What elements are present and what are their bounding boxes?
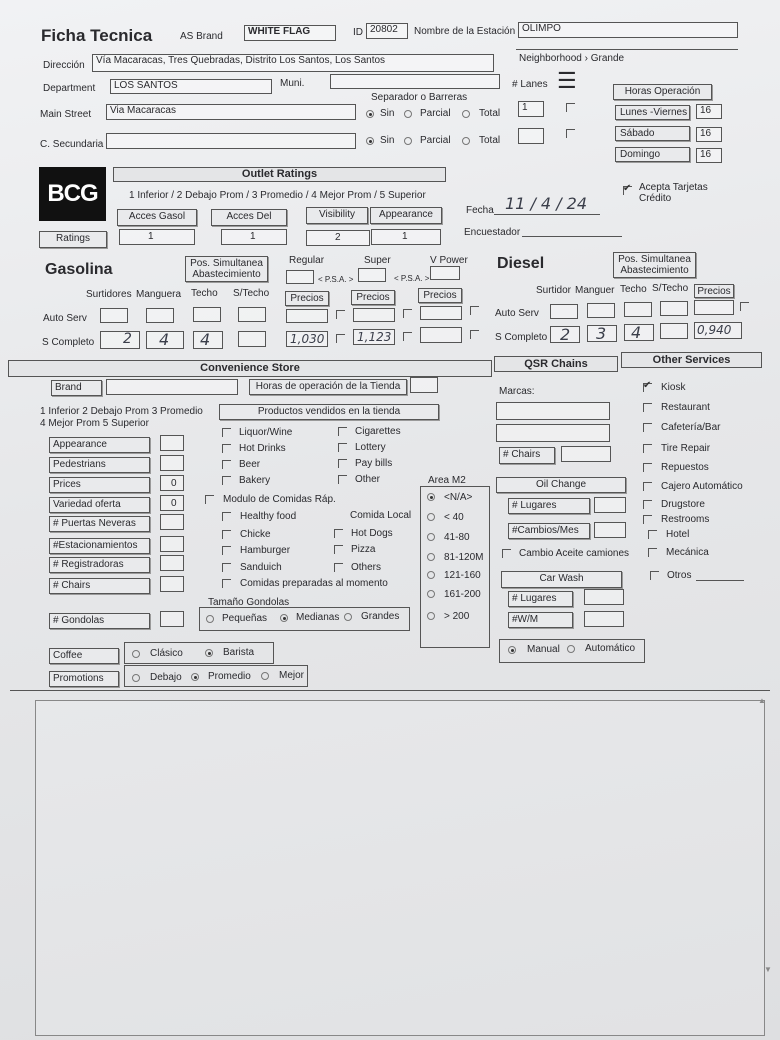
gondola-size-label: Tamaño Gondolas	[208, 597, 290, 608]
gas-col-techo: Techo	[191, 288, 218, 299]
coffee-barista-label: Barista	[223, 647, 255, 658]
diesel-full-manguer[interactable]	[587, 325, 617, 342]
gas-auto-manguera[interactable]	[146, 308, 174, 323]
encuestador-label: Encuestador	[464, 227, 521, 238]
attr-pedestrians-field[interactable]	[160, 455, 184, 471]
attr-estacionamientos-label[interactable]: #Estacionamientos	[49, 538, 150, 554]
attr-puertas-neveras-field[interactable]	[160, 514, 184, 530]
gas-full-super-price-value: 1,123	[357, 330, 392, 344]
gondola-large-label: Grandes	[361, 611, 400, 622]
service-restaurant-checkbox[interactable]	[643, 403, 652, 412]
area-option-label: < 40	[444, 512, 464, 523]
convenience-brand-field[interactable]	[106, 379, 238, 395]
diesel-col-manguer: Manguer	[575, 285, 615, 296]
product-hot-drinks-label: Hot Drinks	[239, 443, 286, 454]
super-label: Super	[364, 255, 391, 266]
brand-button[interactable]: Brand	[51, 380, 102, 396]
gasolina-simultaneous-button[interactable]: Pos. Simultanea Abastecimiento	[185, 256, 268, 282]
access-gasoline-button[interactable]: Acces Gasol	[117, 209, 197, 226]
separator2-total-radio[interactable]	[462, 137, 470, 145]
rating-visibility-value: 2	[335, 232, 341, 243]
area-option-label: <N/A>	[444, 492, 473, 503]
car-wash-auto-radio[interactable]	[567, 645, 575, 653]
rating-visibility-field[interactable]	[306, 230, 370, 246]
gondolas-button[interactable]: # Gondolas	[49, 613, 150, 629]
secondary-street-field[interactable]	[106, 133, 356, 149]
separator2-parcial-label: Parcial	[420, 135, 451, 146]
service-cafeter-a-bar-checkbox[interactable]	[643, 423, 652, 432]
gasolina-title: Gasolina	[45, 261, 113, 278]
coffee-barista-radio[interactable]	[205, 649, 213, 657]
gas-full-surtidores-value: 2	[123, 331, 132, 347]
rating-appearance-field[interactable]	[371, 229, 441, 245]
product-lottery-checkbox[interactable]	[338, 443, 347, 452]
main-street-label: Main Street	[40, 109, 92, 120]
service-drugstore-label: Drugstore	[661, 499, 705, 510]
diesel-auto-serv-label: Auto Serv	[495, 308, 539, 319]
attr-chairs-label[interactable]: # Chairs	[49, 578, 150, 594]
qsr-brands-label: Marcas:	[499, 386, 535, 397]
diesel-col-techo: Techo	[620, 284, 647, 295]
product-hot-drinks-checkbox[interactable]	[222, 444, 231, 453]
otros-checkbox[interactable]	[650, 571, 659, 580]
car-wash-manual-label: Manual	[527, 644, 560, 655]
food-others-label: Others	[351, 562, 382, 573]
diesel-title: Diesel	[497, 255, 545, 272]
gas-col-surtidores: Surtidores	[86, 289, 132, 300]
area-option-radio[interactable]	[427, 612, 435, 620]
gas-full-vpower-check[interactable]	[470, 330, 479, 339]
product-other-label: Other	[355, 474, 381, 485]
coffee-classic-label: Clásico	[150, 648, 183, 659]
promo-promedio-label: Promedio	[208, 671, 251, 682]
promo-debajo-radio[interactable]	[132, 674, 140, 682]
convenience-scale-line1: 1 Inferior 2 Debajo Prom 3 Promedio	[40, 406, 203, 417]
gas-s-completo-label: S Completo	[42, 337, 95, 348]
brand-field[interactable]: WHITE FLAG	[244, 25, 336, 41]
diesel-auto-price[interactable]	[694, 300, 734, 315]
super-pos-field[interactable]	[358, 268, 386, 282]
hours-saturday-field[interactable]: 16	[696, 127, 722, 142]
car-wash-places-field[interactable]	[584, 589, 624, 605]
gas-full-manguera[interactable]	[146, 331, 184, 349]
gas-auto-super-price[interactable]	[353, 308, 395, 322]
attr-variedad-oferta-label[interactable]: Variedad oferta	[49, 497, 150, 513]
gas-full-regular-price-value: 1,030	[290, 332, 325, 346]
gas-full-techo[interactable]	[193, 331, 223, 349]
section-divider	[10, 690, 770, 691]
food-pizza-checkbox[interactable]	[334, 545, 343, 554]
food-healthy-food-checkbox[interactable]	[222, 512, 231, 521]
lanes2-check[interactable]	[566, 129, 575, 138]
regular-pos-field[interactable]	[286, 270, 314, 284]
promotions-button[interactable]: Promotions	[49, 671, 119, 687]
psa-label-2: < P.S.A. >	[394, 274, 430, 283]
vpower-pos-field[interactable]	[430, 266, 460, 280]
gas-auto-serv-label: Auto Serv	[43, 313, 87, 324]
service-repuestos-label: Repuestos	[661, 462, 709, 473]
gondola-medium-label: Medianas	[296, 612, 340, 623]
bcg-logo: BCG	[39, 167, 106, 221]
diesel-full-techo-value: 4	[631, 323, 642, 342]
qsr-brand-field-2[interactable]	[496, 424, 610, 442]
gas-auto-surtidores[interactable]	[100, 308, 128, 323]
diesel-full-price[interactable]	[694, 322, 742, 339]
qsr-chains-title: QSR Chains	[494, 356, 618, 372]
gondola-small-radio[interactable]	[206, 615, 214, 623]
truck-oil-label: Cambio Aceite camiones	[519, 548, 630, 559]
attr-prices-label[interactable]: Prices	[49, 477, 150, 493]
attr-puertas-neveras-label[interactable]: # Puertas Neveras	[49, 516, 150, 532]
scroll-up-arrow-icon[interactable]: ▲	[758, 696, 766, 705]
diesel-full-techo[interactable]	[624, 324, 654, 341]
food-comidas-preparadas-al-momento-checkbox[interactable]	[222, 579, 231, 588]
gas-full-super-price[interactable]	[353, 329, 395, 345]
coffee-button[interactable]: Coffee	[49, 648, 119, 664]
lanes-check[interactable]	[566, 103, 575, 112]
neighborhood-line	[516, 49, 738, 50]
diesel-auto-surtidor[interactable]	[550, 304, 578, 319]
super-precios-button[interactable]: Precios	[351, 290, 395, 305]
diesel-s-completo-label: S Completo	[495, 332, 548, 343]
product-other-checkbox[interactable]	[338, 475, 347, 484]
diesel-auto-check[interactable]	[740, 302, 749, 311]
food-sanduich-label: Sanduich	[240, 562, 282, 573]
service-tire-repair-checkbox[interactable]	[643, 444, 652, 453]
food-hot-dogs-label: Hot Dogs	[351, 528, 393, 539]
attr-variedad-oferta-value: 0	[171, 498, 177, 509]
service-restaurant-label: Restaurant	[661, 402, 710, 413]
lanes-label: # Lanes	[512, 79, 548, 90]
oil-places-label: # Lugares	[508, 498, 590, 514]
brand-label: AS Brand	[180, 31, 223, 42]
service-repuestos-checkbox[interactable]	[643, 463, 652, 472]
diesel-full-manguer-value: 3	[596, 324, 607, 343]
diesel-full-stecho[interactable]	[660, 323, 688, 339]
gondola-large-radio[interactable]	[344, 613, 352, 621]
psa-label-1: < P.S.A. >	[318, 275, 354, 284]
product-liquor-wine-label: Liquor/Wine	[239, 427, 293, 438]
address-label: Dirección	[43, 60, 85, 71]
food-sanduich-checkbox[interactable]	[222, 563, 231, 572]
outlet-ratings-title: Outlet Ratings	[113, 167, 446, 182]
area-option-label: > 200	[444, 611, 470, 622]
area-option-label: 81-120M	[444, 552, 484, 563]
attr-registradoras-label[interactable]: # Registradoras	[49, 557, 150, 573]
product-liquor-wine-checkbox[interactable]	[222, 428, 231, 437]
gas-full-super-check[interactable]	[403, 332, 412, 341]
secondary-street-label: C. Secundaria	[40, 139, 104, 150]
separator-total-radio[interactable]	[462, 110, 470, 118]
oil-places-field[interactable]	[594, 497, 626, 513]
product-pay-bills-label: Pay bills	[355, 458, 393, 469]
convenience-scale-line2: 4 Mejor Prom 5 Superior	[40, 418, 149, 429]
oil-changes-month-label: #Cambios/Mes	[508, 523, 590, 539]
gondolas-field[interactable]	[160, 611, 184, 627]
service-kiosk-checkbox[interactable]	[643, 383, 652, 392]
car-wash-auto-label: Automático	[585, 643, 636, 654]
gas-full-techo-value: 4	[200, 330, 211, 349]
gas-auto-regular-price[interactable]	[286, 309, 328, 323]
regular-precios-button[interactable]: Precios	[285, 291, 329, 306]
muni-label: Muni.	[280, 78, 305, 89]
area-option-radio[interactable]	[427, 513, 435, 521]
access-delivery-button[interactable]: Acces Del	[211, 209, 287, 226]
service-mec-nica-checkbox[interactable]	[648, 548, 657, 557]
service-cajero-autom-tico-label: Cajero Automático	[661, 481, 743, 492]
qsr-brand-field-1[interactable]	[496, 402, 610, 420]
gas-full-regular-check[interactable]	[336, 334, 345, 343]
product-cigarettes-checkbox[interactable]	[338, 427, 347, 436]
area-option-label: 161-200	[444, 589, 481, 600]
lanes2-field[interactable]	[518, 128, 544, 144]
gas-full-vpower-price[interactable]	[420, 327, 462, 343]
lanes-field[interactable]: 1	[518, 101, 544, 117]
area-option-radio[interactable]	[427, 590, 435, 598]
truck-oil-checkbox[interactable]	[502, 549, 511, 558]
area-option-radio[interactable]	[427, 493, 435, 501]
fast-food-label: Modulo de Comidas Ráp.	[223, 494, 336, 505]
food-pizza-label: Pizza	[351, 544, 376, 555]
rating-access-delivery-field[interactable]	[221, 229, 287, 245]
ratings-button[interactable]: Ratings	[39, 231, 107, 248]
service-mec-nica-label: Mecánica	[666, 547, 709, 558]
promo-mejor-radio[interactable]	[261, 672, 269, 680]
food-hot-dogs-checkbox[interactable]	[334, 529, 343, 538]
food-chicke-checkbox[interactable]	[222, 530, 231, 539]
attr-pedestrians-label[interactable]: Pedestrians	[49, 457, 150, 473]
diesel-auto-manguer[interactable]	[587, 303, 615, 318]
car-wash-wm-field[interactable]	[584, 611, 624, 627]
product-bakery-checkbox[interactable]	[222, 476, 231, 485]
separator-parcial-label: Parcial	[420, 108, 451, 119]
hours-sunday-field[interactable]: 16	[696, 148, 722, 163]
car-wash-button[interactable]: Car Wash	[501, 571, 622, 588]
id-field[interactable]: 20802	[366, 23, 408, 39]
area-option-radio[interactable]	[427, 553, 435, 561]
service-cafeter-a-bar-label: Cafetería/Bar	[661, 422, 721, 433]
separator-title: Separador o Barreras	[371, 92, 468, 103]
area-option-label: 41-80	[444, 532, 470, 543]
diesel-col-surtidor: Surtidor	[536, 285, 572, 296]
form-title: Ficha Tecnica	[41, 26, 153, 45]
fecha-value: 11 / 4 / 24	[505, 194, 588, 213]
gas-auto-super-check[interactable]	[403, 309, 412, 318]
gas-full-stecho[interactable]	[238, 331, 266, 347]
promo-debajo-label: Debajo	[150, 672, 182, 683]
gas-auto-stecho[interactable]	[238, 307, 266, 322]
attr-appearance-field[interactable]	[160, 435, 184, 451]
gondola-medium-radio[interactable]	[280, 614, 288, 622]
gondola-small-label: Pequeñas	[222, 613, 268, 624]
gas-auto-vpower-check[interactable]	[470, 306, 479, 315]
qsr-chairs-field[interactable]	[561, 446, 611, 462]
service-cajero-autom-tico-checkbox[interactable]	[643, 482, 652, 491]
car-wash-places-label: # Lugares	[508, 591, 573, 607]
address-field[interactable]: Vía Macaracas, Tres Quebradas, Distrito Los Santos, Los Santos	[92, 54, 494, 72]
vpower-label: V Power	[430, 255, 468, 266]
service-hotel-label: Hotel	[666, 529, 690, 540]
service-restrooms-checkbox[interactable]	[643, 515, 652, 524]
station-name-field[interactable]: OLIMPO	[518, 22, 738, 38]
hours-weekdays-field[interactable]: 16	[696, 104, 722, 119]
station-name-label: Nombre de la Estación	[414, 26, 516, 37]
regular-label: Regular	[289, 255, 325, 266]
attr-estacionamientos-field[interactable]	[160, 536, 184, 552]
separator-sin-label: Sin	[380, 108, 395, 119]
attr-registradoras-field[interactable]	[160, 555, 184, 571]
diesel-simultaneous-button[interactable]: Pos. Simultanea Abastecimiento	[613, 252, 696, 278]
coffee-classic-radio[interactable]	[132, 650, 140, 658]
fecha-label: Fecha	[466, 205, 494, 216]
service-restrooms-label: Restrooms	[661, 514, 710, 525]
separator2-total-label: Total	[479, 135, 501, 146]
hours-weekdays-label: Lunes -Viernes	[615, 105, 690, 120]
diesel-full-price-value: 0,940	[697, 323, 732, 337]
food-comidas-preparadas-al-momento-label: Comidas preparadas al momento	[240, 578, 388, 589]
food-others-checkbox[interactable]	[334, 563, 343, 572]
department-field[interactable]: LOS SANTOS	[110, 79, 272, 94]
promo-mejor-label: Mejor	[279, 670, 305, 681]
neighborhood-label: Neighborhood › Grande	[519, 53, 625, 64]
area-group	[420, 486, 490, 648]
separator2-parcial-radio[interactable]	[404, 137, 412, 145]
car-wash-wm-label: #W/M	[508, 612, 573, 628]
id-label: ID	[353, 27, 363, 38]
otros-label: Otros	[667, 570, 692, 581]
area-label: Area M2	[428, 475, 466, 486]
appearance-button[interactable]: Appearance	[370, 207, 442, 224]
muni-field[interactable]	[330, 74, 500, 89]
scroll-down-arrow-icon[interactable]: ▼	[764, 965, 772, 974]
fast-food-checkbox[interactable]	[205, 495, 214, 504]
diesel-col-stecho: S/Techo	[652, 283, 689, 294]
accepts-cards-checkbox[interactable]	[623, 186, 632, 195]
food-hamburger-label: Hamburger	[240, 545, 291, 556]
visibility-button[interactable]: Visibility	[306, 207, 368, 224]
ratings-scale: 1 Inferior / 2 Debajo Prom / 3 Promedio / 4 Mejor Prom / 5 Superior	[129, 190, 426, 201]
rating-access-delivery-value: 1	[250, 231, 256, 242]
gas-auto-vpower-price[interactable]	[420, 306, 462, 320]
hours-sunday-label: Domingo	[615, 147, 690, 162]
attr-appearance-label[interactable]: Appearance	[49, 437, 150, 453]
neighborhood-value: Grande	[590, 53, 625, 64]
products-sold-button[interactable]: Productos vendidos en la tienda	[219, 404, 439, 420]
local-food-label: Comida Local	[350, 510, 412, 521]
service-kiosk-label: Kiosk	[661, 382, 686, 393]
gas-full-manguera-value: 4	[159, 330, 170, 349]
separator2-sin-label: Sin	[380, 135, 395, 146]
gas-full-regular-price[interactable]	[286, 331, 328, 347]
area-option-radio[interactable]	[427, 571, 435, 579]
attr-prices-value: 0	[171, 478, 177, 489]
separator2-sin-radio[interactable]	[366, 137, 374, 145]
store-hours-field[interactable]	[410, 377, 438, 393]
hours-saturday-label: Sábado	[615, 126, 690, 141]
gas-full-surtidores[interactable]	[100, 331, 140, 349]
product-lottery-label: Lottery	[355, 442, 386, 453]
product-beer-checkbox[interactable]	[222, 460, 231, 469]
diesel-auto-techo[interactable]	[624, 302, 652, 317]
gas-auto-techo[interactable]	[193, 307, 221, 322]
otros-line	[696, 580, 744, 581]
service-hotel-checkbox[interactable]	[648, 530, 657, 539]
attr-chairs-field[interactable]	[160, 576, 184, 592]
promo-promedio-radio[interactable]	[191, 673, 199, 681]
gas-col-stecho: S/Techo	[233, 288, 270, 299]
service-tire-repair-label: Tire Repair	[661, 443, 711, 454]
fecha-line	[494, 214, 600, 215]
department-label: Department	[43, 83, 96, 94]
separator-parcial-radio[interactable]	[404, 110, 412, 118]
convenience-store-title: Convenience Store	[8, 360, 492, 377]
gas-col-manguera: Manguera	[136, 289, 182, 300]
hours-title-button[interactable]: Horas Operación	[613, 84, 712, 100]
encuestador-line	[522, 236, 622, 237]
traffic-light-icon: ☰	[557, 68, 577, 93]
area-option-label: 121-160	[444, 570, 481, 581]
product-bakery-label: Bakery	[239, 475, 271, 486]
gas-auto-regular-check[interactable]	[336, 310, 345, 319]
oil-changes-month-field[interactable]	[594, 522, 626, 538]
product-cigarettes-label: Cigarettes	[355, 426, 401, 437]
store-hours-button[interactable]: Horas de operación de la Tienda	[249, 379, 407, 395]
oil-change-button[interactable]: Oil Change	[496, 477, 626, 493]
diesel-auto-stecho[interactable]	[660, 301, 688, 316]
diesel-precios-button[interactable]: Precios	[694, 284, 734, 298]
area-option-radio[interactable]	[427, 533, 435, 541]
product-pay-bills-checkbox[interactable]	[338, 459, 347, 468]
notes-area[interactable]	[35, 700, 765, 1036]
separator-total-label: Total	[479, 108, 501, 119]
food-hamburger-checkbox[interactable]	[222, 546, 231, 555]
food-healthy-food-label: Healthy food	[240, 511, 297, 522]
service-drugstore-checkbox[interactable]	[643, 500, 652, 509]
diesel-full-surtidor[interactable]	[550, 326, 580, 343]
rating-access-gasoline-field[interactable]	[119, 229, 195, 245]
diesel-full-surtidor-value: 2	[560, 325, 571, 344]
accepts-cards-label: Acepta Tarjetas Crédito	[639, 182, 708, 204]
main-street-field[interactable]: Via Macaracas	[106, 104, 356, 120]
other-services-title: Other Services	[621, 352, 762, 368]
rating-access-gasoline-value: 1	[148, 231, 154, 242]
qsr-chairs-button[interactable]: # Chairs	[499, 447, 555, 464]
product-beer-label: Beer	[239, 459, 261, 470]
car-wash-manual-radio[interactable]	[508, 646, 516, 654]
separator-sin-radio[interactable]	[366, 110, 374, 118]
rating-appearance-value: 1	[402, 231, 408, 242]
vpower-precios-button[interactable]: Precios	[418, 288, 462, 303]
food-chicke-label: Chicke	[240, 529, 271, 540]
